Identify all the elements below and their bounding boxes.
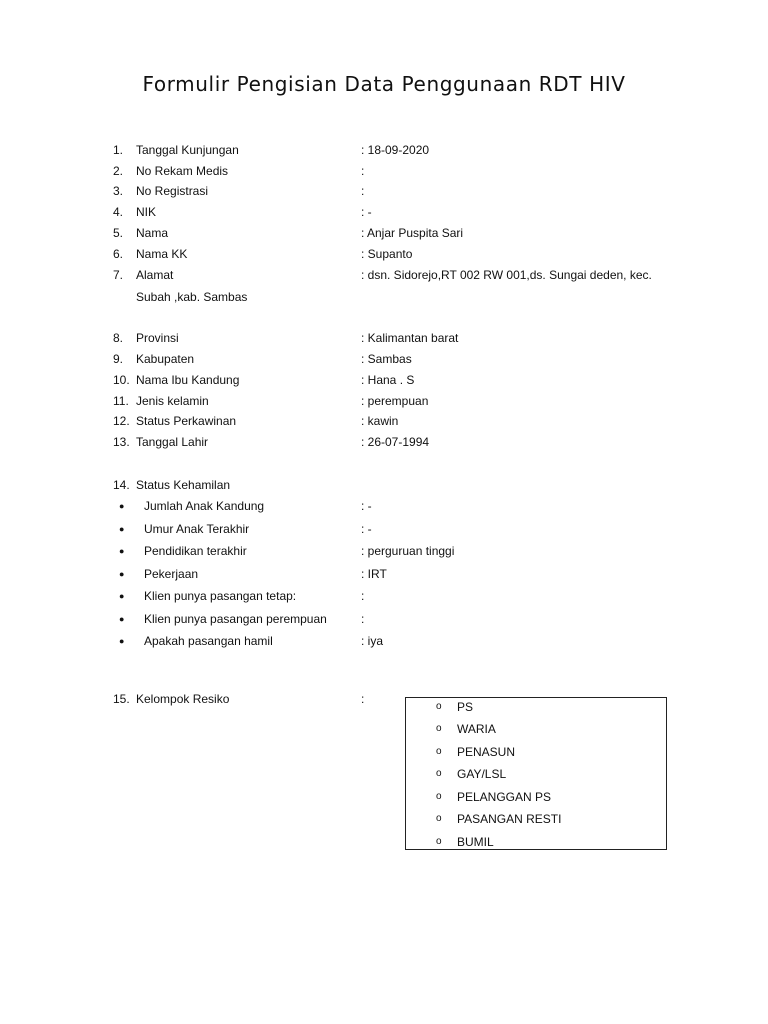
field-number: 11.: [113, 394, 129, 408]
field-value: : Hana . S: [361, 373, 415, 387]
pregnancy-item: [0, 610, 768, 628]
pregnancy-item-label: Apakah pasangan hamil: [144, 634, 273, 648]
bullet-icon: ●: [119, 524, 125, 534]
risk-option-label: PENASUN: [457, 745, 516, 759]
circle-bullet-icon: o: [436, 768, 442, 779]
pregnancy-item-label: Pendidikan terakhir: [144, 544, 247, 558]
field-row: [0, 245, 768, 263]
pregnancy-item-value: : -: [361, 522, 372, 536]
field-label: Nama Ibu Kandung: [136, 373, 240, 387]
field-value: :: [361, 692, 365, 706]
pregnancy-item-value: : -: [361, 499, 372, 513]
bullet-icon: ●: [119, 569, 125, 579]
field-label: Kabupaten: [136, 352, 195, 366]
field-label: Alamat: [136, 268, 174, 282]
field-row: [0, 203, 768, 221]
circle-bullet-icon: o: [436, 813, 442, 824]
field-value: : dsn. Sidorejo,RT 002 RW 001,ds. Sungai deden, kec.: [361, 268, 652, 282]
pregnancy-item: [0, 497, 768, 515]
risk-group-options-box: [405, 697, 667, 850]
field-number: 13.: [113, 435, 130, 449]
field-row: [0, 371, 768, 389]
pregnancy-item-label: Jumlah Anak Kandung: [144, 499, 265, 513]
field-label: NIK: [136, 205, 157, 219]
pregnancy-item-value: :: [361, 589, 365, 603]
circle-bullet-icon: o: [436, 791, 442, 802]
address-continuation: Subah ,kab. Sambas: [136, 290, 248, 304]
field-row: [0, 162, 768, 180]
pregnancy-item-value: : iya: [361, 634, 384, 648]
circle-bullet-icon: o: [436, 746, 442, 757]
risk-option[interactable]: [406, 833, 666, 851]
field-label: Nama KK: [136, 247, 188, 261]
risk-option-label: PS: [457, 700, 474, 714]
field-value: : kawin: [361, 414, 399, 428]
field-value: : 26-07-1994: [361, 435, 430, 449]
field-number: 10.: [113, 373, 130, 387]
bullet-icon: ●: [119, 614, 125, 624]
field-row: [0, 224, 768, 242]
field-label: Nama: [136, 226, 169, 240]
risk-option-label: PASANGAN RESTI: [457, 812, 562, 826]
field-number: 14.: [113, 478, 130, 492]
field-number: 12.: [113, 414, 130, 428]
bullet-icon: ●: [119, 546, 125, 556]
bullet-icon: ●: [119, 591, 125, 601]
field-number: 4.: [113, 205, 124, 219]
field-value: : Sambas: [361, 352, 412, 366]
field-value: :: [361, 164, 365, 178]
field-row: [0, 141, 768, 159]
risk-option[interactable]: [406, 765, 666, 783]
risk-option[interactable]: [406, 743, 666, 761]
address-continuation-row: [0, 288, 768, 306]
pregnancy-item: [0, 587, 768, 605]
field-label: Provinsi: [136, 331, 179, 345]
bullet-icon: ●: [119, 636, 125, 646]
field-row: [0, 392, 768, 410]
field-row: [0, 182, 768, 200]
pregnancy-header-row: [0, 476, 768, 494]
risk-option-label: PELANGGAN PS: [457, 790, 552, 804]
bullet-icon: ●: [119, 501, 125, 511]
risk-option[interactable]: [406, 788, 666, 806]
pregnancy-item: [0, 542, 768, 560]
circle-bullet-icon: o: [436, 701, 442, 712]
risk-option[interactable]: [406, 698, 666, 716]
field-label: Tanggal Lahir: [136, 435, 209, 449]
field-number: 8.: [113, 331, 124, 345]
field-number: 7.: [113, 268, 124, 282]
pregnancy-item-value: : perguruan tinggi: [361, 544, 455, 558]
page-title: Formulir Pengisian Data Penggunaan RDT HIV: [142, 72, 626, 96]
field-row: [0, 266, 768, 284]
pregnancy-item: [0, 520, 768, 538]
risk-option-label: WARIA: [457, 722, 496, 736]
field-row: [0, 350, 768, 368]
field-number: 9.: [113, 352, 124, 366]
field-label: No Registrasi: [136, 184, 209, 198]
field-value: : Kalimantan barat: [361, 331, 459, 345]
pregnancy-item-value: : IRT: [361, 567, 387, 581]
circle-bullet-icon: o: [436, 836, 442, 847]
field-number: 3.: [113, 184, 124, 198]
field-value: : -: [361, 205, 372, 219]
field-number: 15.: [113, 692, 130, 706]
field-value: : perempuan: [361, 394, 429, 408]
field-number: 1.: [113, 143, 124, 157]
field-value: : Anjar Puspita Sari: [361, 226, 464, 240]
risk-option[interactable]: [406, 810, 666, 828]
field-label: Status Kehamilan: [136, 478, 231, 492]
field-number: 6.: [113, 247, 124, 261]
field-number: 5.: [113, 226, 124, 240]
field-row: [0, 329, 768, 347]
field-value: : 18-09-2020: [361, 143, 430, 157]
pregnancy-item-label: Pekerjaan: [144, 567, 199, 581]
field-number: 2.: [113, 164, 124, 178]
pregnancy-item: [0, 632, 768, 650]
risk-option-label: GAY/LSL: [457, 767, 507, 781]
pregnancy-item: [0, 565, 768, 583]
risk-option-label: BUMIL: [457, 835, 494, 849]
field-value: : Supanto: [361, 247, 413, 261]
risk-option[interactable]: [406, 720, 666, 738]
field-label: Jenis kelamin: [136, 394, 209, 408]
pregnancy-item-label: Klien punya pasangan tetap:: [144, 589, 297, 603]
circle-bullet-icon: o: [436, 723, 442, 734]
field-label: Kelompok Resiko: [136, 692, 230, 706]
field-value: :: [361, 184, 365, 198]
pregnancy-item-value: :: [361, 612, 365, 626]
field-label: No Rekam Medis: [136, 164, 229, 178]
field-label: Tanggal Kunjungan: [136, 143, 239, 157]
field-row: [0, 433, 768, 451]
pregnancy-item-label: Klien punya pasangan perempuan: [144, 612, 327, 626]
field-label: Status Perkawinan: [136, 414, 237, 428]
field-row: [0, 412, 768, 430]
pregnancy-item-label: Umur Anak Terakhir: [144, 522, 250, 536]
